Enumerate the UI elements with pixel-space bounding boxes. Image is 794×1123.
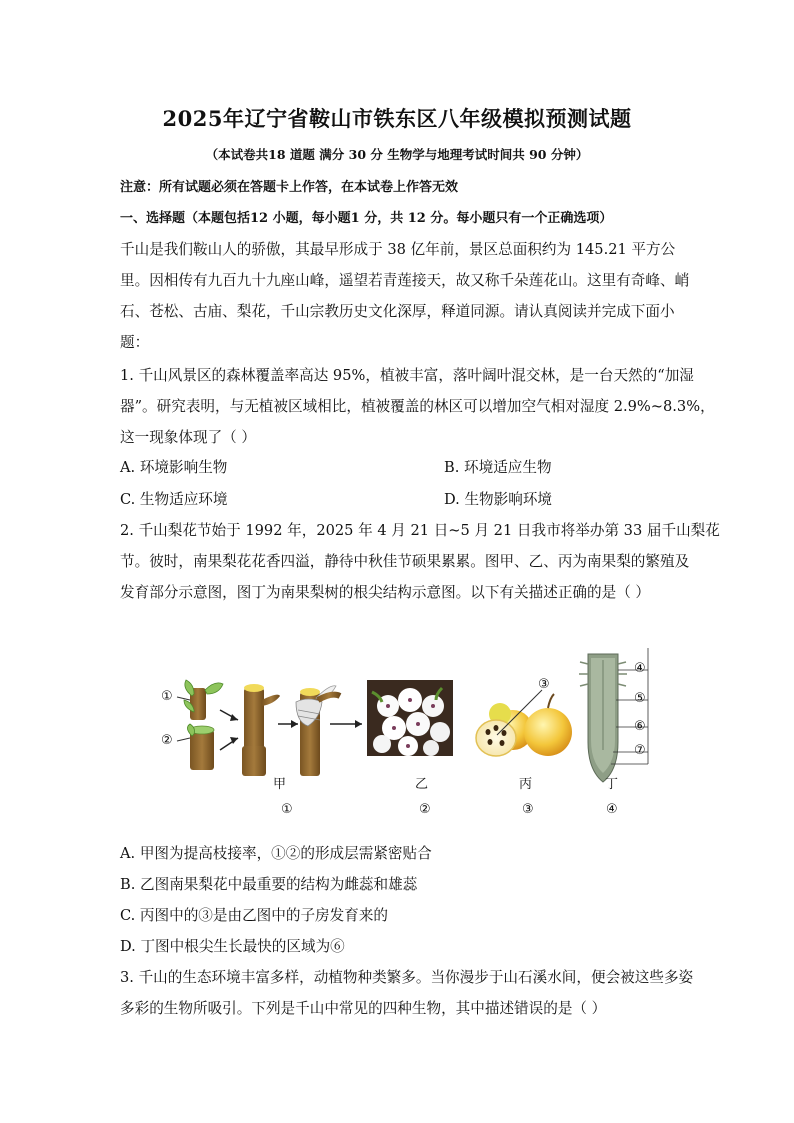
graft-diagram	[177, 680, 362, 776]
root-mark-7: ⑦	[634, 743, 646, 758]
pear-fruit-photo	[476, 690, 572, 756]
page-title: 2025年辽宁省鞍山市铁东区八年级模拟预测试题	[162, 106, 632, 131]
figure-label-yi: 乙	[415, 777, 429, 792]
figure-label-jia: 甲	[273, 777, 287, 792]
exam-subtitle: （本试卷共18 道题 满分 30 分 生物学与地理考试时间共 90 分钟）	[205, 147, 589, 162]
pear-blossom-photo	[367, 680, 453, 756]
q2-stem-line: 2. 千山梨花节始于 1992 年，2025 年 4 月 21 日~5 月 21 日我市将举办第 33 届千山梨花	[120, 522, 720, 539]
intro-line: 石、苍松、古庙、梨花，千山宗教历史文化深厚，释道同源。请认真阅读并完成下面小	[120, 303, 675, 320]
graft-mark-1: ①	[161, 689, 173, 704]
q1-stem-line: 1. 千山风景区的森林覆盖率高达 95%，植被丰富，落叶阔叶混交林，是一台天然的“加湿	[120, 367, 694, 384]
graft-mark-2: ②	[161, 733, 173, 748]
intro-line: 千山是我们鞍山人的骄傲，其最早形成于 38 亿年前，景区总面积约为 145.21 平方公	[120, 241, 676, 258]
q1-option-c: C. 生物适应环境	[120, 491, 228, 508]
root-mark-4: ④	[634, 661, 646, 676]
q2-option-a: A. 甲图为提高枝接率，①②的形成层需紧密贴合	[120, 845, 432, 862]
figure-label-bing: 丙	[519, 777, 533, 792]
q3-stem-line: 多彩的生物所吸引。下列是千山中常见的四种生物，其中描述错误的是（ ）	[120, 1000, 607, 1017]
root-mark-6: ⑥	[634, 719, 646, 734]
q2-option-b: B. 乙图南果梨花中最重要的结构为雌蕊和雄蕊	[120, 876, 418, 893]
figure-number-3: ③	[522, 802, 534, 817]
q3-stem-line: 3. 千山的生态环境丰富多样，动植物种类繁多。当你漫步于山石溪水间，便会被这些多姿	[120, 969, 694, 986]
intro-line: 里。因相传有九百九十九座山峰，遥望若青莲接天，故又称千朵莲花山。这里有奇峰、峭	[120, 272, 690, 289]
notice: 注意：所有试题必须在答题卡上作答，在本试卷上作答无效	[120, 180, 459, 195]
q2-stem-line: 节。彼时，南果梨花花香四溢，静待中秋佳节硕果累累。图甲、乙、丙为南果梨的繁殖及	[120, 553, 690, 570]
root-mark-5: ⑤	[634, 691, 646, 706]
q1-option-a: A. 环境影响生物	[120, 459, 228, 476]
q1-option-d: D. 生物影响环境	[444, 491, 553, 508]
fruit-mark-3: ③	[538, 677, 550, 692]
q1-option-b: B. 环境适应生物	[444, 459, 552, 476]
q2-option-c: C. 丙图中的③是由乙图中的子房发育来的	[120, 907, 389, 924]
q1-stem-line: 这一现象体现了（ ）	[120, 429, 256, 446]
q2-figure	[150, 640, 670, 830]
q1-stem-line: 器”。研究表明，与无植被区域相比，植被覆盖的林区可以增加空气相对湿度 2.9%~8.3%，	[120, 398, 715, 415]
q2-option-d: D. 丁图中根尖生长最快的区域为⑥	[120, 938, 345, 955]
figure-label-ding: 丁	[605, 777, 619, 792]
figure-number-2: ②	[419, 802, 431, 817]
figure-number-4: ④	[606, 802, 618, 817]
section-heading: 一、选择题（本题包括12 小题，每小题1 分，共 12 分。每小题只有一个正确选项）	[120, 211, 613, 226]
figure-number-1: ①	[281, 802, 293, 817]
q2-stem-line: 发育部分示意图，图丁为南果梨树的根尖结构示意图。以下有关描述正确的是（ ）	[120, 584, 651, 601]
intro-line: 题：	[120, 334, 150, 351]
